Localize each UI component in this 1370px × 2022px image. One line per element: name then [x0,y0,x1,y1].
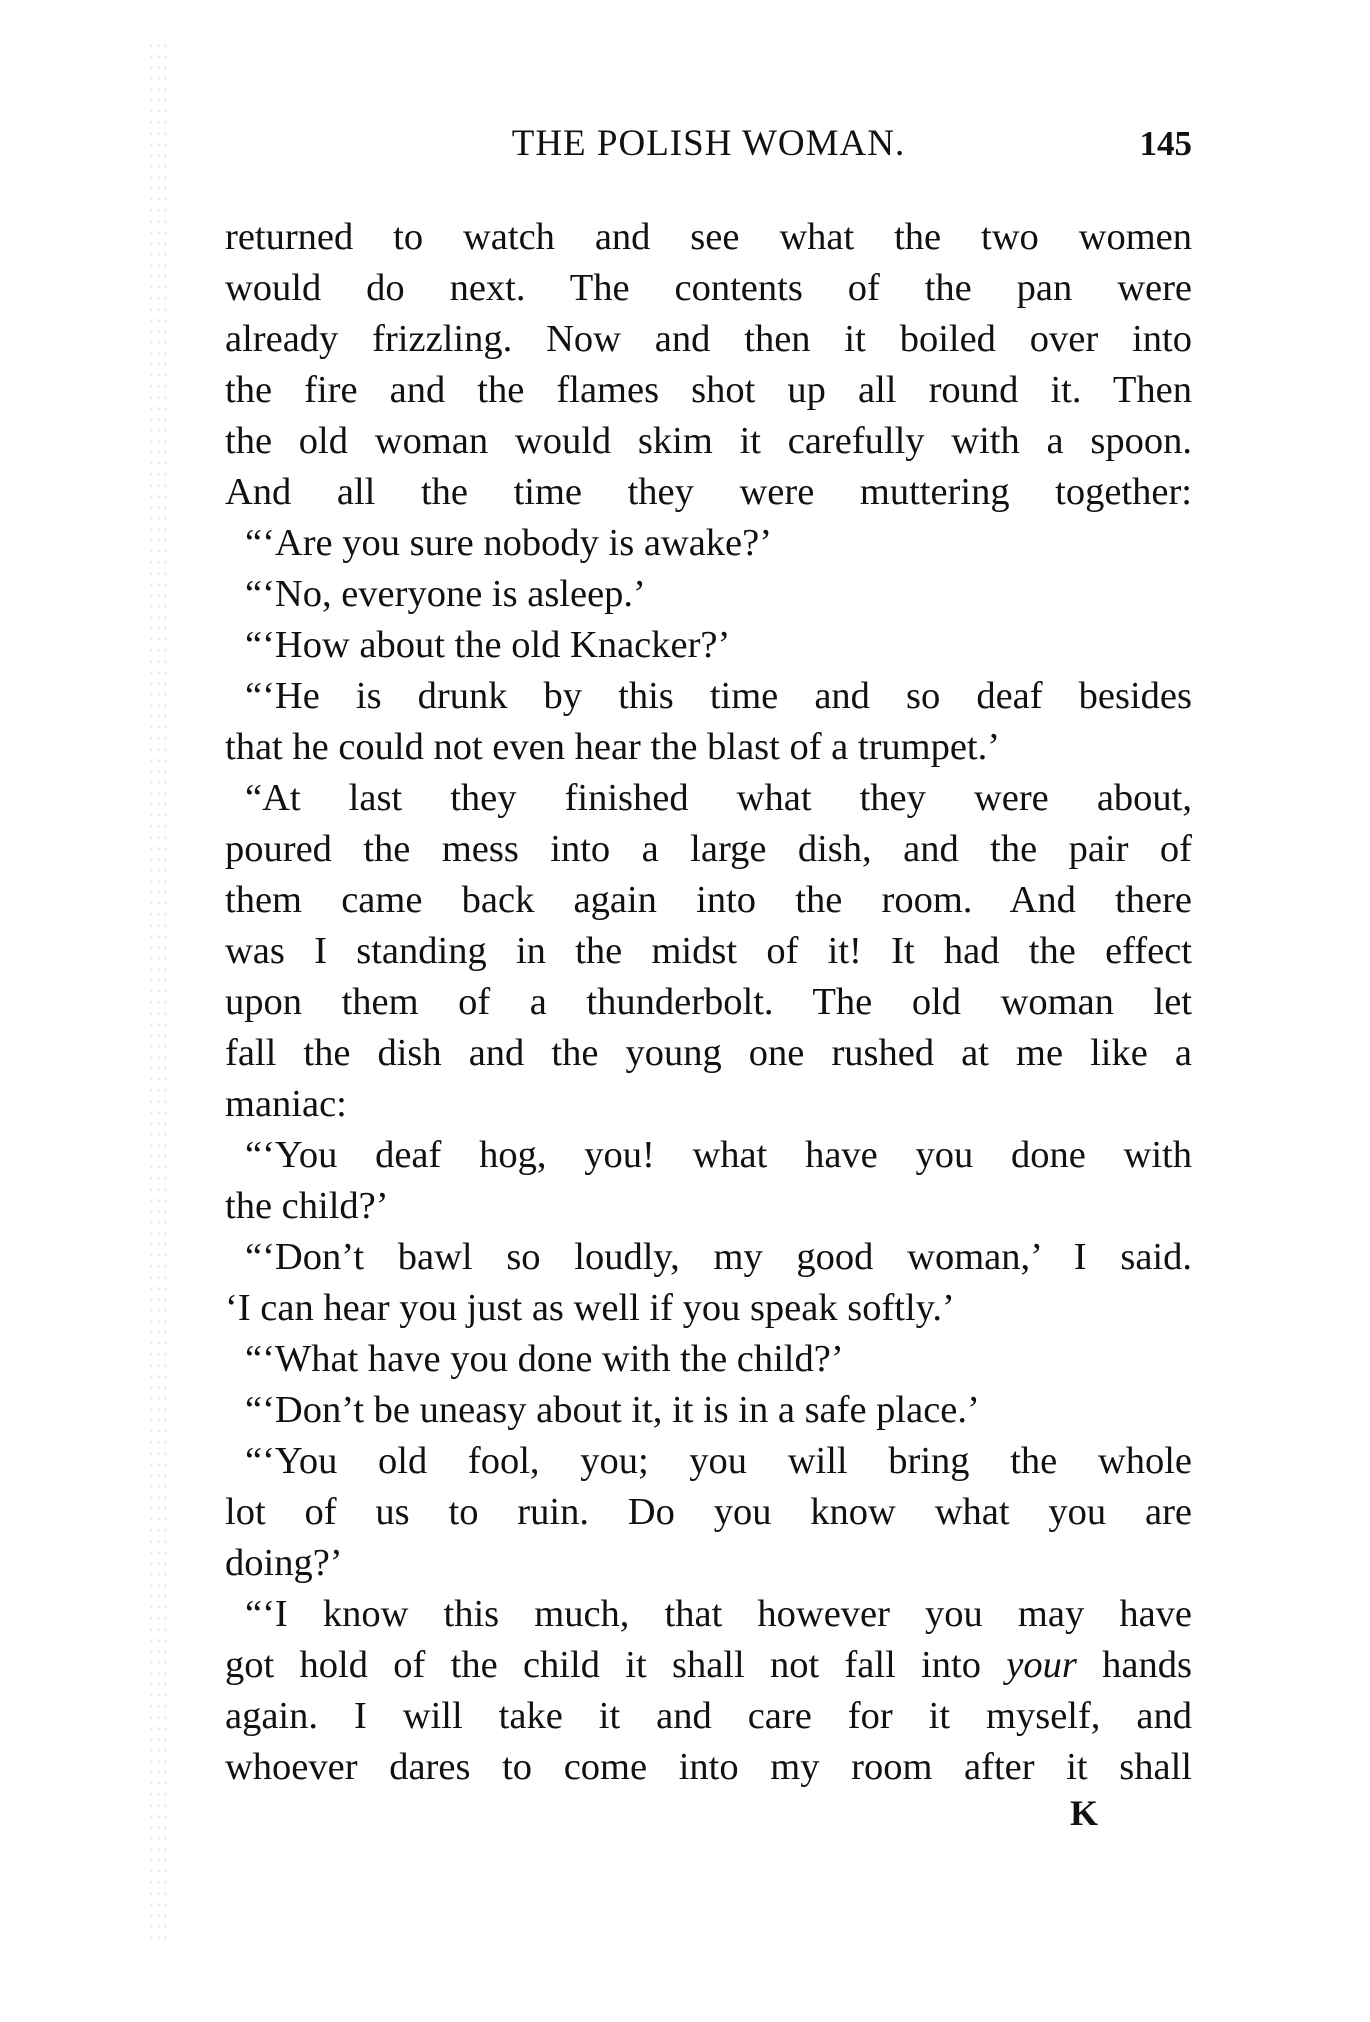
text-line [225,671,1192,722]
text-line-content: the child?’ [225,1185,389,1227]
text-line-content: the old woman would skim it carefully with a spoon. [225,420,1192,462]
text-line-content: whoever dares to come into my room after it shall [225,1746,1192,1788]
text-line [225,518,1192,569]
text-line [225,722,1192,773]
text-line-content: poured the mess into a large dish, and the pair of [225,828,1192,870]
text-line [225,1334,1192,1385]
text-line-content: maniac: [225,1083,347,1125]
text-line-content: fall the dish and the young one rushed at me like a [225,1032,1192,1074]
text-line [225,1589,1192,1640]
running-head [225,122,1192,172]
text-line-content: the fire and the flames shot up all round it. Then [225,369,1192,411]
text-line [225,1028,1192,1079]
text-line-content: And all the time they were muttering together: [225,471,1192,513]
text-line-content: “‘Don’t be uneasy about it, it is in a safe place.’ [245,1389,980,1431]
text-line-content: “‘What have you done with the child?’ [245,1338,844,1380]
text-line-content: returned to watch and see what the two women [225,216,1192,258]
text-line [225,1130,1192,1181]
text-line-content: lot of us to ruin. Do you know what you are [225,1491,1192,1533]
text-line [225,314,1192,365]
text-line [225,620,1192,671]
text-line-content: doing?’ [225,1542,343,1584]
scan-gutter-speckle [148,40,170,1940]
text-line [225,1691,1192,1742]
text-line [225,926,1192,977]
text-line-content: got hold of the child it shall not fall into [225,1644,1007,1686]
text-line [225,1079,1192,1130]
text-line [225,1232,1192,1283]
text-line-content: “‘How about the old Knacker?’ [245,624,731,666]
text-line-content: them came back again into the room. And there [225,879,1192,921]
text-line-content: “‘Are you sure nobody is awake?’ [245,522,773,564]
page-body-text [225,212,1192,1793]
text-line [225,1181,1192,1232]
text-line-content: “At last they finished what they were about, [245,777,1192,819]
text-line-content: “‘You old fool, you; you will bring the whole [245,1440,1192,1482]
text-line [225,467,1192,518]
text-line-content: again. I will take it and care for it myself, and [225,1695,1192,1737]
text-line [225,1487,1192,1538]
italic-emphasis: your [1006,1644,1077,1686]
text-line-content: “‘You deaf hog, you! what have you done with [245,1134,1192,1176]
text-line [225,824,1192,875]
text-line [225,416,1192,467]
text-line [225,1538,1192,1589]
text-line-continuation: hands [1076,1644,1193,1686]
text-line [225,1640,1192,1691]
text-line [225,569,1192,620]
text-line-content: “‘I know this much, that however you may have [245,1593,1192,1635]
text-line-content: was I standing in the midst of it! It had the effect [225,930,1192,972]
text-line-content: “‘He is drunk by this time and so deaf besides [245,675,1192,717]
text-line [225,875,1192,926]
text-line-content: “‘No, everyone is asleep.’ [245,573,646,615]
text-line [225,1385,1192,1436]
signature-mark: K [1070,1793,1099,1833]
page-number: 145 [1139,124,1192,163]
text-line-content: “‘Don’t bawl so loudly, my good woman,’ I said. [245,1236,1192,1278]
text-line [225,365,1192,416]
text-line-content: upon them of a thunderbolt. The old woman let [225,981,1192,1023]
text-line-content: that he could not even hear the blast of a trumpet.’ [225,726,1001,768]
text-line [225,1436,1192,1487]
text-line [225,212,1192,263]
text-line-content: already frizzling. Now and then it boiled over into [225,318,1192,360]
text-line [225,1742,1192,1793]
text-line [225,773,1192,824]
text-line [225,263,1192,314]
text-line [225,977,1192,1028]
text-line-content: ‘I can hear you just as well if you speak softly.’ [225,1287,955,1329]
running-title: THE POLISH WOMAN. [511,123,906,164]
text-line-content: would do next. The contents of the pan were [225,267,1192,309]
text-line [225,1283,1192,1334]
